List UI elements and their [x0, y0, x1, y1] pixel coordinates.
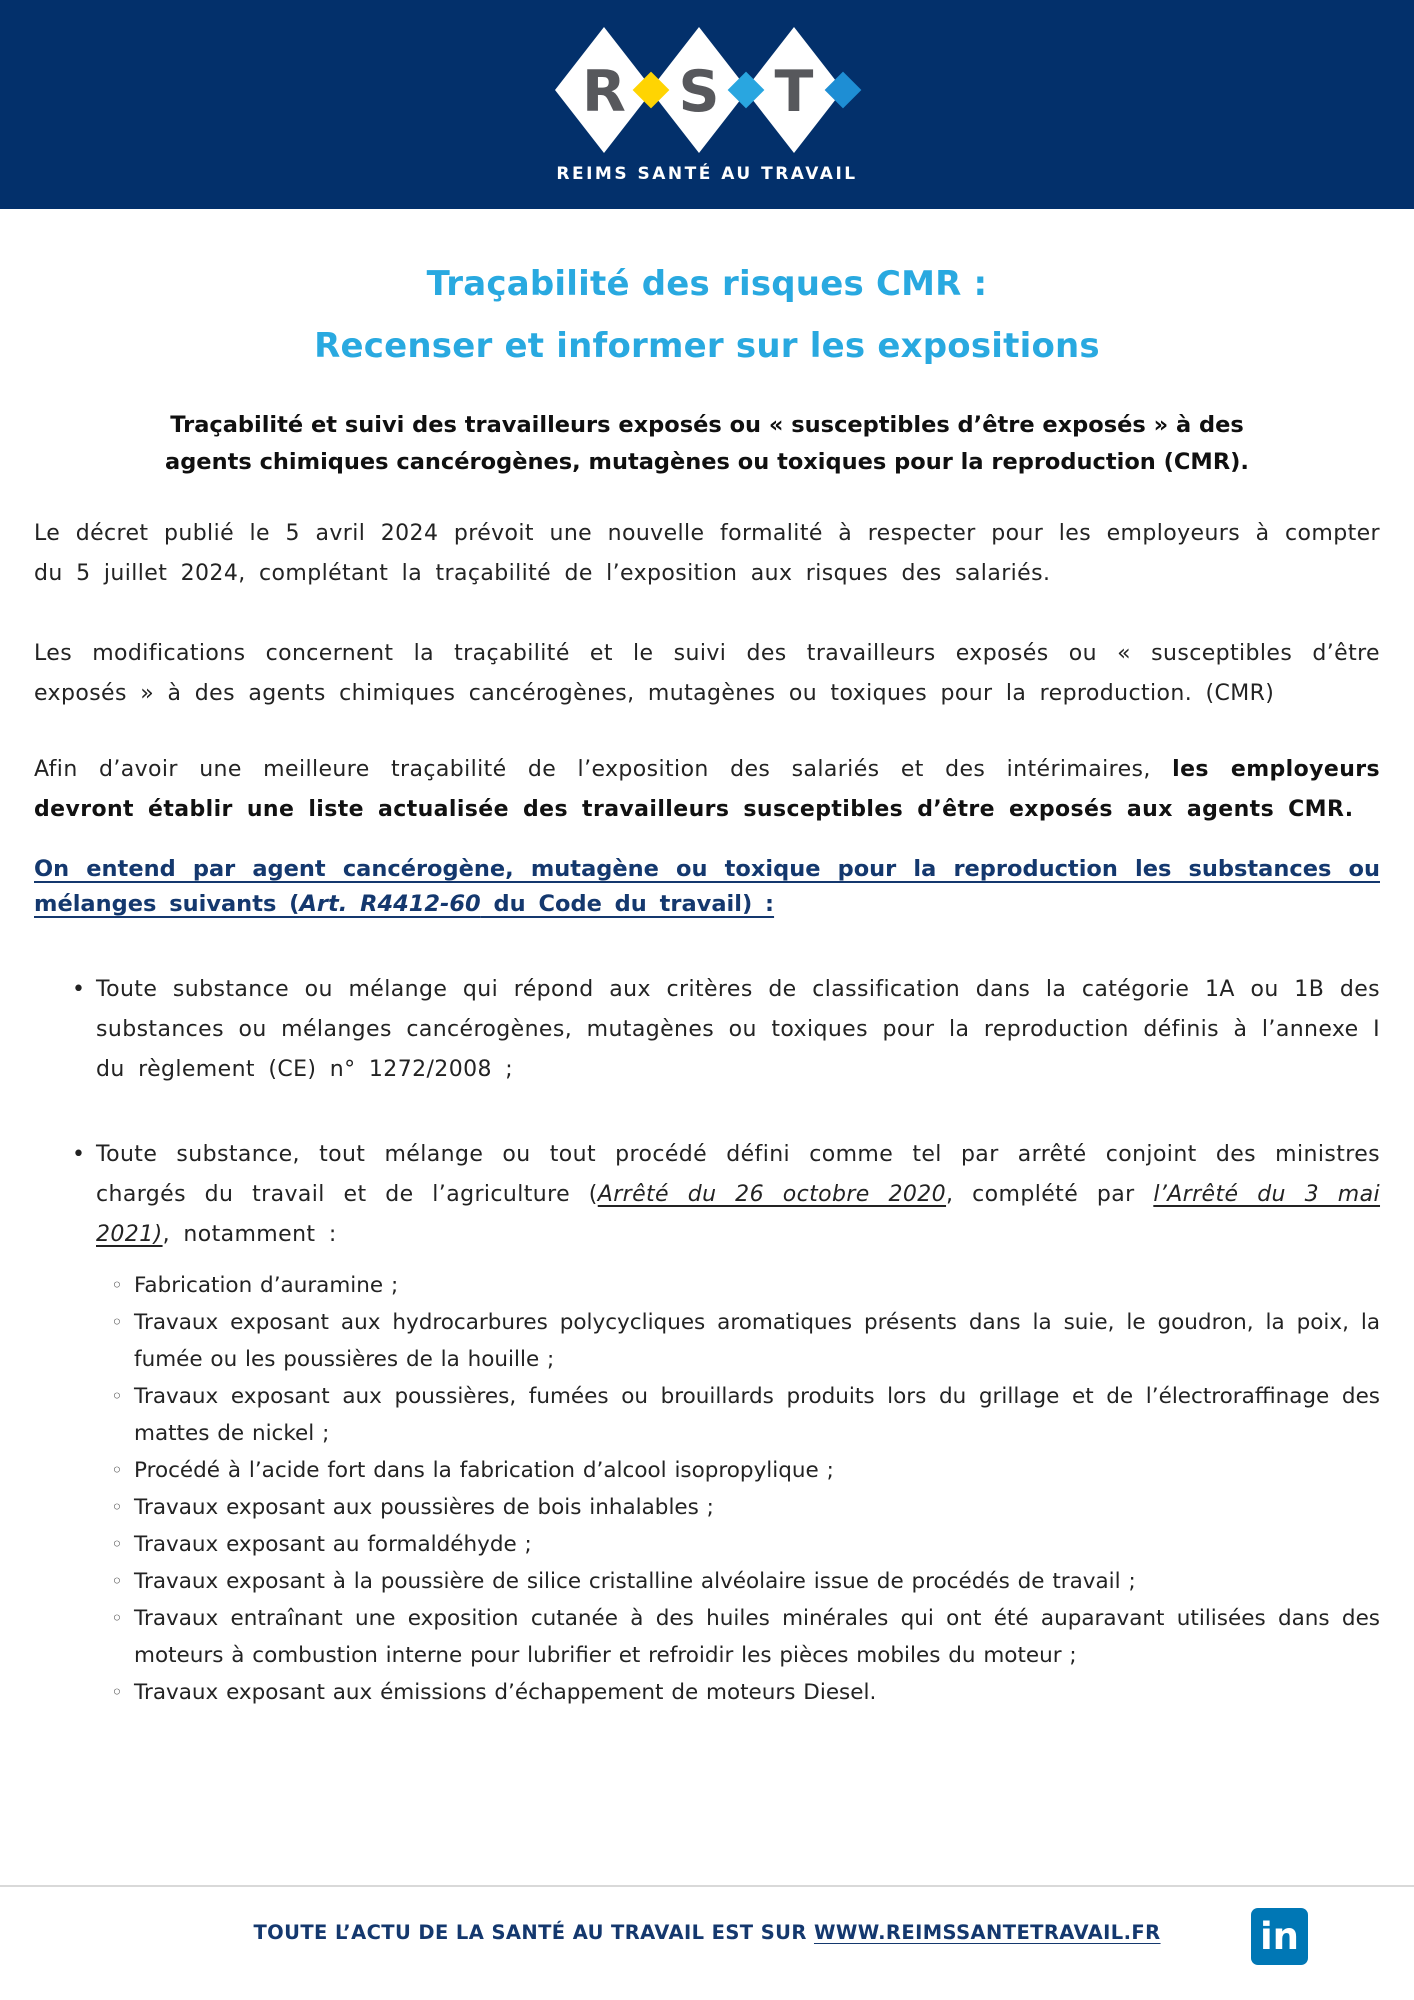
- arrete-2020-link[interactable]: Arrêté du 26 octobre 2020: [597, 1182, 947, 1207]
- sub-bullet-item: ◦ Travaux exposant aux poussières, fumées ou brouillards produits lors du grillage et de l’électroraffinage des mattes de nickel ;: [134, 1378, 1380, 1452]
- logo-letter-t: T: [774, 59, 814, 125]
- definition-heading-part1: On entend par agent cancérogène, mutagène ou toxique pour la reproduction les substances ou mélanges suivants (: [34, 856, 1380, 917]
- linkedin-icon[interactable]: in: [1251, 1908, 1308, 1965]
- cmr-definition-list: [34, 970, 1380, 1711]
- subtitle-line2: agents chimiques cancérogènes, mutagènes ou toxiques pour la reproduction (CMR).: [165, 449, 1249, 475]
- bullet-item-classification: [96, 970, 1380, 1090]
- article-reference: Art. R4412-60: [299, 891, 481, 917]
- paragraph-obligation-bold: les employeurs devront établir une liste actualisée des travailleurs susceptibles d’être exposés aux agents CMR.: [34, 757, 1381, 822]
- bullet-item-procedes: [96, 1135, 1380, 1711]
- logo-letter-s: S: [678, 59, 720, 125]
- definition-heading-part2: du Code du travail) :: [480, 891, 775, 917]
- bullet-item-procedes-part2: , complété par: [946, 1182, 1154, 1207]
- paragraph-modifications: Les modifications concernent la traçabilité et le suivi des travailleurs exposés ou « susceptibles d’être exposés » à des agents chimiques cancérogènes, mutagènes ou toxiques pour la reproduction. (CMR): [34, 641, 1380, 706]
- paragraph-decree: Le décret publié le 5 avril 2024 prévoit une nouvelle formalité à respecter pour les employeurs à compter du 5 juillet 2024, complétant la traçabilité de l’exposition aux risques des salariés.: [34, 521, 1380, 586]
- footer: [0, 1885, 1414, 2000]
- logo-letter-r: R: [582, 59, 626, 125]
- footer-text-label: TOUTE L’ACTU DE LA SANTÉ AU TRAVAIL EST SUR: [253, 1921, 814, 1944]
- rst-logo: [547, 24, 867, 156]
- sub-bullet-item: ◦ Travaux entraînant une exposition cutanée à des huiles minérales qui ont été auparavant utilisées dans des moteurs à combustion interne pour lubrifier et refroidir les pièces mobiles du moteur ;: [134, 1600, 1380, 1674]
- bullet-item-procedes-part3: , notamment :: [162, 1222, 337, 1247]
- page-title: [34, 253, 1380, 377]
- page-title-line1: Traçabilité des risques CMR :: [426, 264, 988, 304]
- sub-bullet-item: ◦ Procédé à l’acide fort dans la fabrication d’alcool isopropylique ;: [134, 1452, 1380, 1489]
- org-name: REIMS SANTÉ AU TRAVAIL: [556, 164, 858, 184]
- page-title-line2: Recenser et informer sur les expositions: [314, 326, 1100, 366]
- sub-bullet-item: ◦ Travaux exposant à la poussière de silice cristalline alvéolaire issue de procédés de travail ;: [134, 1563, 1380, 1600]
- bullet-item-classification-text: Toute substance ou mélange qui répond aux critères de classification dans la catégorie 1A ou 1B des substances ou mélanges cancérogènes, mutagènes ou toxiques pour la reproduction définis à l’annexe I du règlement (CE) n° 1272/2008 ;: [96, 977, 1380, 1082]
- footer-website-link[interactable]: WWW.REIMSSANTETRAVAIL.FR: [813, 1921, 1161, 1944]
- definition-heading: [34, 852, 1380, 922]
- sub-bullet-item: ◦ Fabrication d’auramine ;: [134, 1267, 1380, 1304]
- footer-text: [0, 1921, 1414, 1944]
- paragraph-obligation-normal: Afin d’avoir une meilleure traçabilité de l’exposition des salariés et des intérimaires,: [34, 757, 1173, 782]
- paragraph-obligation: [34, 750, 1380, 830]
- sub-bullet-item: ◦ Travaux exposant aux hydrocarbures polycycliques aromatiques présents dans la suie, le goudron, la poix, la fumée ou les poussières de la houille ;: [134, 1304, 1380, 1378]
- bullet-item-procedes-part1: Toute substance, tout mélange ou tout procédé défini comme tel par arrêté conjoint des ministres chargés du travail et de l’agriculture (: [96, 1142, 1380, 1207]
- subtitle: [34, 407, 1380, 481]
- document-body: [0, 253, 1414, 1711]
- sub-bullet-item: ◦ Travaux exposant aux poussières de bois inhalables ;: [134, 1489, 1380, 1526]
- header-banner: [0, 0, 1414, 209]
- arrete-2021-link[interactable]: l’Arrêté du 3 mai 2021): [96, 1182, 1381, 1247]
- subtitle-line1: Traçabilité et suivi des travailleurs exposés ou « susceptibles d’être exposés » à des: [170, 412, 1244, 438]
- sub-bullet-item: ◦ Travaux exposant au formaldéhyde ;: [134, 1526, 1380, 1563]
- procedes-sub-list: [96, 1267, 1380, 1711]
- sub-bullet-item: ◦ Travaux exposant aux émissions d’échappement de moteurs Diesel.: [134, 1674, 1380, 1711]
